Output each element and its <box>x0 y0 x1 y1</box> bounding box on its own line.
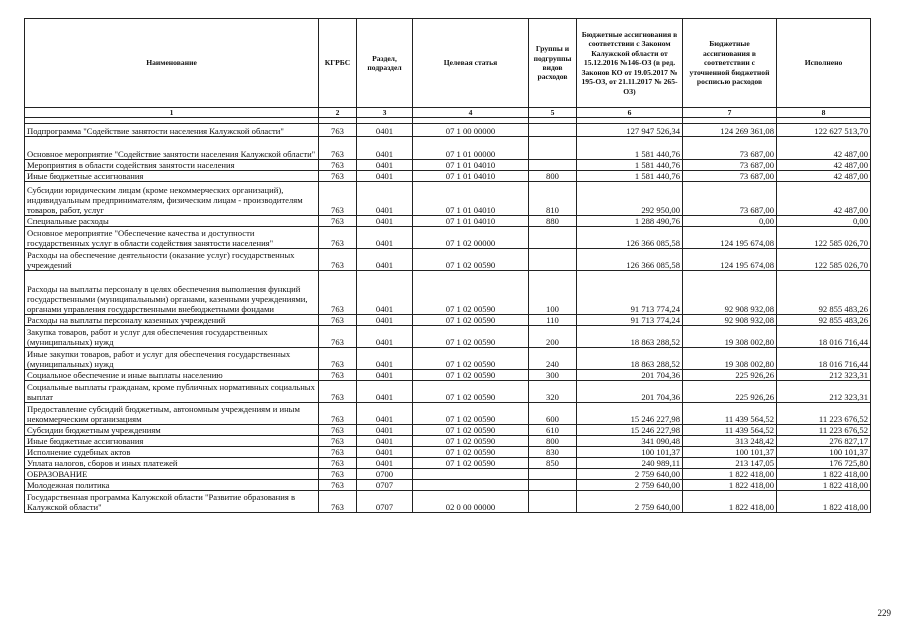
row-list-amount: 213 147,05 <box>683 458 777 469</box>
row-name: Уплата налогов, сборов и иных платежей <box>25 458 319 469</box>
row-list-amount: 1 822 418,00 <box>683 480 777 491</box>
row-target: 07 1 02 00590 <box>413 458 529 469</box>
row-target: 07 1 02 00590 <box>413 436 529 447</box>
row-name: Расходы на выплаты персоналу в целях обеспечения выполнения функций государственными (муниципальными) органами, казенными учреждениями, органами управления государственными внебюджетными фондами <box>25 271 319 315</box>
row-executed-amount: 176 725,80 <box>777 458 871 469</box>
row-name: Иные бюджетные ассигнования <box>25 171 319 182</box>
row-name: Субсидии бюджетным учреждениям <box>25 425 319 436</box>
table-row <box>25 216 871 227</box>
page-number: 229 <box>877 608 891 618</box>
budget-table <box>24 18 871 513</box>
row-executed-amount: 122 585 026,70 <box>777 249 871 271</box>
header-kgrbs: КГРБС <box>319 19 357 108</box>
row-group: 610 <box>529 425 577 436</box>
row-law-amount: 91 713 774,24 <box>577 271 683 315</box>
row-section: 0401 <box>357 227 413 249</box>
column-number: 8 <box>777 108 871 118</box>
row-group: 200 <box>529 326 577 348</box>
row-law-amount: 91 713 774,24 <box>577 315 683 326</box>
table-row <box>25 436 871 447</box>
table-row <box>25 326 871 348</box>
row-kgrbs: 763 <box>319 403 357 425</box>
row-law-amount: 292 950,00 <box>577 182 683 216</box>
row-executed-amount: 42 487,00 <box>777 137 871 160</box>
row-executed-amount: 1 822 418,00 <box>777 491 871 513</box>
row-name: Исполнение судебных актов <box>25 447 319 458</box>
row-kgrbs: 763 <box>319 124 357 137</box>
row-executed-amount: 1 822 418,00 <box>777 480 871 491</box>
row-kgrbs: 763 <box>319 227 357 249</box>
row-target <box>413 469 529 480</box>
row-kgrbs: 763 <box>319 447 357 458</box>
row-section: 0401 <box>357 160 413 171</box>
table-row <box>25 124 871 137</box>
row-law-amount: 201 704,36 <box>577 370 683 381</box>
row-target: 07 1 02 00590 <box>413 271 529 315</box>
row-list-amount: 92 908 932,08 <box>683 271 777 315</box>
row-target: 07 1 01 04010 <box>413 216 529 227</box>
row-section: 0401 <box>357 370 413 381</box>
row-kgrbs: 763 <box>319 249 357 271</box>
table-row <box>25 403 871 425</box>
row-name: Подпрограмма "Содействие занятости населения Калужской области" <box>25 124 319 137</box>
row-section: 0707 <box>357 491 413 513</box>
header-law: Бюджетные ассигнования в соответствии с Законом Калужской области от 15.12.2016 №146-ОЗ (в ред. Законов КО от 19.05.2017 № 195-ОЗ, от 21.11.2017 № 265-ОЗ) <box>577 19 683 108</box>
row-executed-amount: 42 487,00 <box>777 182 871 216</box>
row-executed-amount: 18 016 716,44 <box>777 348 871 370</box>
table-row <box>25 160 871 171</box>
row-list-amount: 19 308 002,80 <box>683 326 777 348</box>
row-section: 0401 <box>357 326 413 348</box>
row-group: 850 <box>529 458 577 469</box>
table-row <box>25 171 871 182</box>
table-row <box>25 227 871 249</box>
row-section: 0401 <box>357 216 413 227</box>
row-section: 0401 <box>357 249 413 271</box>
row-name: ОБРАЗОВАНИЕ <box>25 469 319 480</box>
row-target: 07 1 02 00590 <box>413 370 529 381</box>
row-law-amount: 1 288 490,76 <box>577 216 683 227</box>
column-number: 7 <box>683 108 777 118</box>
row-executed-amount: 42 487,00 <box>777 171 871 182</box>
row-target: 07 1 02 00590 <box>413 425 529 436</box>
row-name: Специальные расходы <box>25 216 319 227</box>
row-kgrbs: 763 <box>319 137 357 160</box>
row-list-amount: 100 101,37 <box>683 447 777 458</box>
row-executed-amount: 1 822 418,00 <box>777 469 871 480</box>
table-row <box>25 425 871 436</box>
table-row <box>25 458 871 469</box>
row-law-amount: 18 863 288,52 <box>577 348 683 370</box>
row-list-amount: 225 926,26 <box>683 370 777 381</box>
row-list-amount: 11 439 564,52 <box>683 425 777 436</box>
row-target: 07 1 02 00590 <box>413 403 529 425</box>
row-law-amount: 1 581 440,76 <box>577 137 683 160</box>
row-law-amount: 1 581 440,76 <box>577 171 683 182</box>
row-name: Государственная программа Калужской области "Развитие образования в Калужской области" <box>25 491 319 513</box>
row-kgrbs: 763 <box>319 370 357 381</box>
table-row <box>25 249 871 271</box>
row-target: 07 1 02 00590 <box>413 315 529 326</box>
row-target: 07 1 02 00590 <box>413 348 529 370</box>
row-list-amount: 11 439 564,52 <box>683 403 777 425</box>
row-group <box>529 249 577 271</box>
row-law-amount: 126 366 085,58 <box>577 249 683 271</box>
row-name: Основное мероприятие "Содействие занятости населения Калужской области" <box>25 137 319 160</box>
row-section: 0401 <box>357 171 413 182</box>
row-name: Молодежная политика <box>25 480 319 491</box>
row-list-amount: 225 926,26 <box>683 381 777 403</box>
row-target: 07 1 02 00590 <box>413 381 529 403</box>
row-executed-amount: 100 101,37 <box>777 447 871 458</box>
column-number: 1 <box>25 108 319 118</box>
row-list-amount: 0,00 <box>683 216 777 227</box>
row-kgrbs: 763 <box>319 348 357 370</box>
row-name: Закупка товаров, работ и услуг для обеспечения государственных (муниципальных) нужд <box>25 326 319 348</box>
row-kgrbs: 763 <box>319 182 357 216</box>
row-executed-amount: 122 627 513,70 <box>777 124 871 137</box>
row-list-amount: 73 687,00 <box>683 171 777 182</box>
row-group: 880 <box>529 216 577 227</box>
row-kgrbs: 763 <box>319 469 357 480</box>
column-number: 5 <box>529 108 577 118</box>
row-name: Мероприятия в области содействия занятости населения <box>25 160 319 171</box>
row-section: 0401 <box>357 403 413 425</box>
row-name: Предоставление субсидий бюджетным, автономным учреждениям и иным некоммерческим организациям <box>25 403 319 425</box>
row-target: 07 1 02 00590 <box>413 326 529 348</box>
row-law-amount: 15 246 227,98 <box>577 425 683 436</box>
row-name: Социальные выплаты гражданам, кроме публичных нормативных социальных выплат <box>25 381 319 403</box>
row-law-amount: 126 366 085,58 <box>577 227 683 249</box>
row-list-amount: 313 248,42 <box>683 436 777 447</box>
row-group: 800 <box>529 436 577 447</box>
row-law-amount: 18 863 288,52 <box>577 326 683 348</box>
row-group <box>529 480 577 491</box>
row-executed-amount: 42 487,00 <box>777 160 871 171</box>
row-group: 100 <box>529 271 577 315</box>
table-row <box>25 381 871 403</box>
row-group: 830 <box>529 447 577 458</box>
row-section: 0401 <box>357 124 413 137</box>
row-group <box>529 491 577 513</box>
column-number: 4 <box>413 108 529 118</box>
table-row <box>25 182 871 216</box>
row-executed-amount: 212 323,31 <box>777 370 871 381</box>
header-section: Раздел, подраздел <box>357 19 413 108</box>
row-executed-amount: 92 855 483,26 <box>777 271 871 315</box>
row-kgrbs: 763 <box>319 315 357 326</box>
row-group <box>529 137 577 160</box>
row-group: 300 <box>529 370 577 381</box>
row-target: 07 1 02 00590 <box>413 249 529 271</box>
row-target: 07 1 01 04010 <box>413 182 529 216</box>
row-kgrbs: 763 <box>319 436 357 447</box>
row-section: 0401 <box>357 182 413 216</box>
column-number: 2 <box>319 108 357 118</box>
row-law-amount: 201 704,36 <box>577 381 683 403</box>
row-executed-amount: 0,00 <box>777 216 871 227</box>
row-section: 0401 <box>357 137 413 160</box>
row-section: 0707 <box>357 480 413 491</box>
column-number: 3 <box>357 108 413 118</box>
row-target: 07 1 00 00000 <box>413 124 529 137</box>
row-target: 07 1 01 00000 <box>413 137 529 160</box>
header-name: Наименование <box>25 19 319 108</box>
row-group: 110 <box>529 315 577 326</box>
column-number-row <box>25 108 871 118</box>
table-row <box>25 271 871 315</box>
row-executed-amount: 11 223 676,52 <box>777 425 871 436</box>
row-group: 320 <box>529 381 577 403</box>
row-target: 02 0 00 00000 <box>413 491 529 513</box>
row-name: Иные бюджетные ассигнования <box>25 436 319 447</box>
row-executed-amount: 212 323,31 <box>777 381 871 403</box>
row-name: Расходы на обеспечение деятельности (оказание услуг) государственных учреждений <box>25 249 319 271</box>
row-law-amount: 2 759 640,00 <box>577 480 683 491</box>
row-section: 0401 <box>357 458 413 469</box>
row-group <box>529 124 577 137</box>
row-section: 0401 <box>357 436 413 447</box>
row-target: 07 1 01 04010 <box>413 171 529 182</box>
row-law-amount: 341 090,48 <box>577 436 683 447</box>
row-kgrbs: 763 <box>319 160 357 171</box>
table-row <box>25 491 871 513</box>
row-law-amount: 1 581 440,76 <box>577 160 683 171</box>
row-kgrbs: 763 <box>319 326 357 348</box>
row-section: 0401 <box>357 447 413 458</box>
row-section: 0401 <box>357 381 413 403</box>
row-target: 07 1 01 04010 <box>413 160 529 171</box>
row-group: 810 <box>529 182 577 216</box>
row-name: Социальное обеспечение и иные выплаты населению <box>25 370 319 381</box>
row-executed-amount: 122 585 026,70 <box>777 227 871 249</box>
row-name: Основное мероприятие "Обеспечение качества и доступности государственных услуг в области содействия занятости населения" <box>25 227 319 249</box>
table-row <box>25 469 871 480</box>
row-group <box>529 160 577 171</box>
row-list-amount: 1 822 418,00 <box>683 491 777 513</box>
row-group: 800 <box>529 171 577 182</box>
row-name: Расходы на выплаты персоналу казенных учреждений <box>25 315 319 326</box>
row-group <box>529 469 577 480</box>
row-group: 240 <box>529 348 577 370</box>
row-executed-amount: 276 827,17 <box>777 436 871 447</box>
table-row <box>25 348 871 370</box>
row-list-amount: 19 308 002,80 <box>683 348 777 370</box>
header-target: Целевая статья <box>413 19 529 108</box>
row-list-amount: 124 195 674,08 <box>683 249 777 271</box>
header-list: Бюджетные ассигнования в соответствии с уточненной бюджетной росписью расходов <box>683 19 777 108</box>
row-executed-amount: 18 016 716,44 <box>777 326 871 348</box>
table-row <box>25 447 871 458</box>
row-name: Субсидии юридическим лицам (кроме некоммерческих организаций), индивидуальным предпринимателям, физическим лицам - производителям товаров, работ, услуг <box>25 182 319 216</box>
row-section: 0401 <box>357 425 413 436</box>
row-target: 07 1 02 00590 <box>413 447 529 458</box>
row-kgrbs: 763 <box>319 271 357 315</box>
row-kgrbs: 763 <box>319 491 357 513</box>
table-row <box>25 315 871 326</box>
row-kgrbs: 763 <box>319 171 357 182</box>
row-law-amount: 2 759 640,00 <box>577 469 683 480</box>
column-number: 6 <box>577 108 683 118</box>
row-list-amount: 73 687,00 <box>683 182 777 216</box>
row-group: 600 <box>529 403 577 425</box>
row-list-amount: 1 822 418,00 <box>683 469 777 480</box>
header-executed: Исполнено <box>777 19 871 108</box>
table-row <box>25 137 871 160</box>
table-row <box>25 370 871 381</box>
row-kgrbs: 763 <box>319 425 357 436</box>
row-list-amount: 73 687,00 <box>683 160 777 171</box>
row-list-amount: 124 195 674,08 <box>683 227 777 249</box>
row-section: 0401 <box>357 348 413 370</box>
row-executed-amount: 92 855 483,26 <box>777 315 871 326</box>
row-kgrbs: 763 <box>319 216 357 227</box>
row-kgrbs: 763 <box>319 458 357 469</box>
row-list-amount: 124 269 361,08 <box>683 124 777 137</box>
row-law-amount: 100 101,37 <box>577 447 683 458</box>
row-kgrbs: 763 <box>319 381 357 403</box>
header-groups: Группы и подгруппы видов расходов <box>529 19 577 108</box>
row-group <box>529 227 577 249</box>
row-target: 07 1 02 00000 <box>413 227 529 249</box>
table-row <box>25 480 871 491</box>
row-name: Иные закупки товаров, работ и услуг для обеспечения государственных (муниципальных) нужд <box>25 348 319 370</box>
row-kgrbs: 763 <box>319 480 357 491</box>
row-list-amount: 73 687,00 <box>683 137 777 160</box>
row-section: 0401 <box>357 271 413 315</box>
row-law-amount: 2 759 640,00 <box>577 491 683 513</box>
row-section: 0401 <box>357 315 413 326</box>
row-executed-amount: 11 223 676,52 <box>777 403 871 425</box>
header-row <box>25 19 871 108</box>
row-target <box>413 480 529 491</box>
row-law-amount: 15 246 227,98 <box>577 403 683 425</box>
row-list-amount: 92 908 932,08 <box>683 315 777 326</box>
row-law-amount: 240 989,11 <box>577 458 683 469</box>
row-law-amount: 127 947 526,34 <box>577 124 683 137</box>
row-section: 0700 <box>357 469 413 480</box>
